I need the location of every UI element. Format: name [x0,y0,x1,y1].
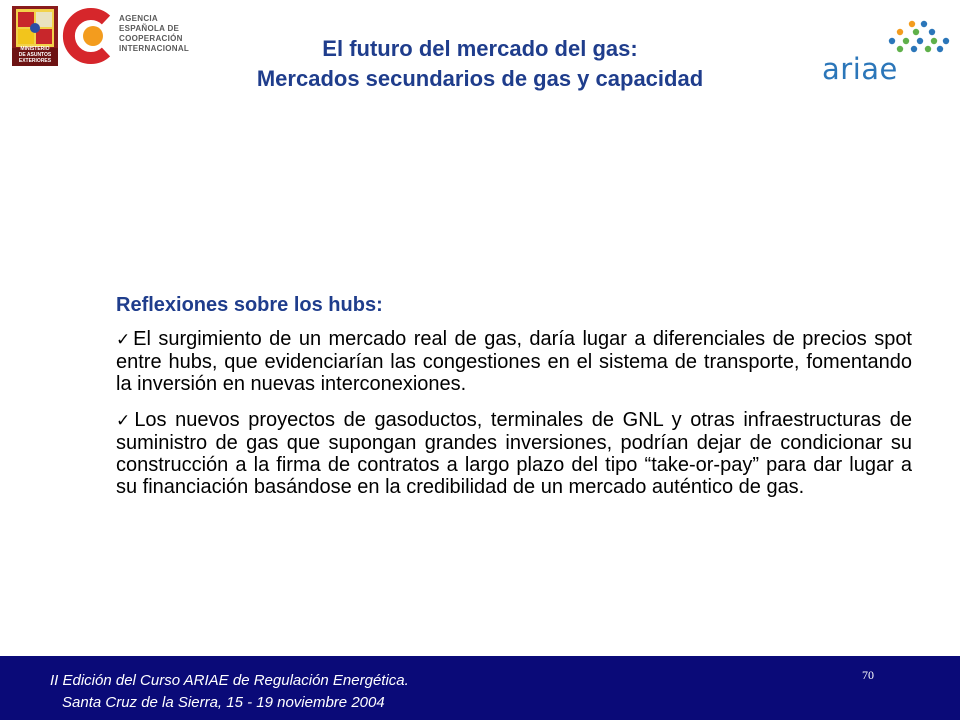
bullet-text: El surgimiento de un mercado real de gas, daría lugar a diferenciales de precios spot entre hubs, que evidenciarían las congestiones en el sistema de transporte, fomentando la inversión en nuevas interconexiones. [116,328,912,395]
title-line-1: El futuro del mercado del gas: [322,36,638,61]
ministerio-caption: MINISTERIO DE ASUNTOS EXTERIORES [18,46,52,64]
slide-body [116,294,912,512]
bullet-paragraph [116,409,912,498]
page-number: 70 [862,668,874,682]
footer-course-title: II Edición del Curso ARIAE de Regulación Energética. [50,672,409,689]
bullet-paragraph [116,328,912,395]
section-subtitle: Reflexiones sobre los hubs: [116,294,383,316]
bullet-text: Los nuevos proyectos de gasoductos, terminales de GNL y otras infraestructuras de suministro de gas que supongan grandes inversiones, podrían dejar de condicionar su construcción a la firma de contratos a largo plazo del tipo “take-or-pay” para dar lugar a su financiación basándose en la credibilidad de un mercado auténtico de gas. [116,409,913,498]
footer-location-date: Santa Cruz de la Sierra, 15 - 19 noviembre 2004 [62,694,385,711]
slide-title [200,34,760,94]
ariae-wordmark: ariae [822,52,898,86]
checkmark-icon: ✓ [116,411,134,430]
title-line-2: Mercados secundarios de gas y capacidad [256,66,704,91]
aecid-wordmark: AGENCIA ESPAÑOLA DE COOPERACIÓN INTERNACIONAL [119,14,190,53]
aecid-c-logo-icon [62,8,114,64]
footer-bar [0,656,960,720]
checkmark-icon: ✓ [116,330,133,349]
